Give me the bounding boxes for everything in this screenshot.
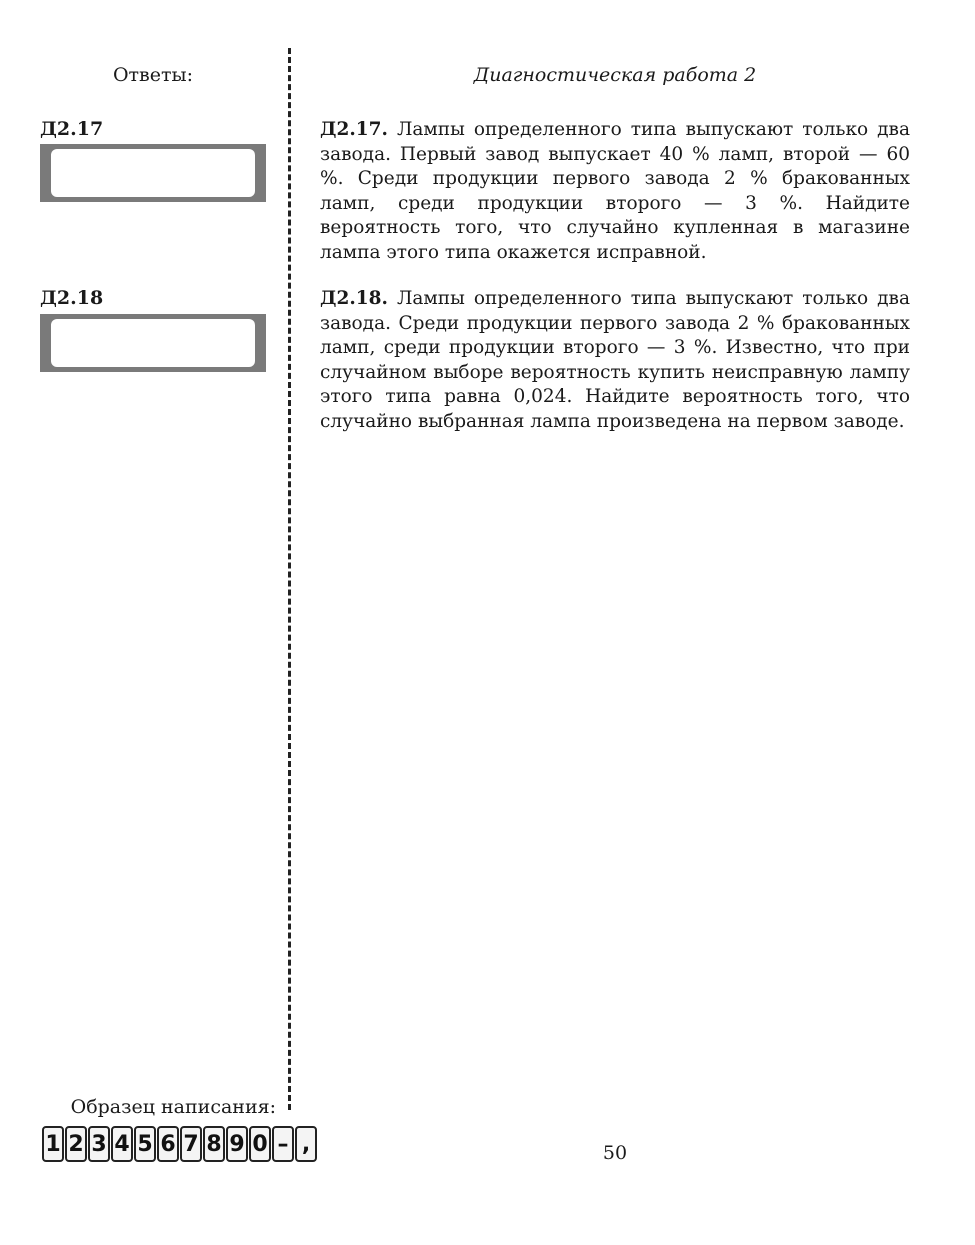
task-number: Д2.17. (320, 119, 388, 140)
sample-char: 4 (111, 1126, 133, 1162)
answer-field-d2-17[interactable] (51, 149, 255, 197)
sample-char: 0 (249, 1126, 271, 1162)
answers-title: Ответы: (112, 64, 194, 86)
sample-char: 1 (42, 1126, 64, 1162)
work-title: Диагностическая работа 2 (473, 64, 757, 86)
page-number: 50 (602, 1142, 628, 1164)
task-number: Д2.18. (320, 288, 388, 309)
sample-char: 9 (226, 1126, 248, 1162)
sample-char: , (295, 1126, 317, 1162)
sample-char: 5 (134, 1126, 156, 1162)
sample-char: 2 (65, 1126, 87, 1162)
answer-field-d2-18[interactable] (51, 319, 255, 367)
sample-writing-label: Образец написания: (70, 1096, 276, 1118)
task-d2-17 (320, 118, 910, 265)
answer-box-d2-17[interactable] (40, 144, 266, 202)
sample-char: 6 (157, 1126, 179, 1162)
task-text: Лампы определенного типа выпускают только два завода. Первый завод выпускает 40 % ламп, второй — 60 %. Среди продукции первого завода 2 % бракованных ламп, среди продукции второго — 3 %. Найдите вероятность того, что случайно купленная в магазине лампа этого типа окажется исправной. (320, 119, 910, 263)
sample-char: 3 (88, 1126, 110, 1162)
sample-char: 7 (180, 1126, 202, 1162)
answer-box-d2-18[interactable] (40, 314, 266, 372)
sample-char: – (272, 1126, 294, 1162)
task-text: Лампы определенного типа выпускают только два завода. Среди продукции первого завода 2 % бракованных ламп, среди продукции второго — 3 %. Известно, что при случайном выборе вероятность купить неисправную лампу этого типа равна 0,024. Найдите вероятность того, что случайно выбранная лампа произведена на первом заводе. (320, 288, 910, 432)
answer-label-d2-18: Д2.18 (40, 287, 104, 309)
sample-char: 8 (203, 1126, 225, 1162)
cut-line-divider (288, 48, 291, 1110)
task-d2-18 (320, 287, 910, 434)
answer-label-d2-17: Д2.17 (40, 118, 104, 140)
sample-writing-row (42, 1126, 317, 1162)
